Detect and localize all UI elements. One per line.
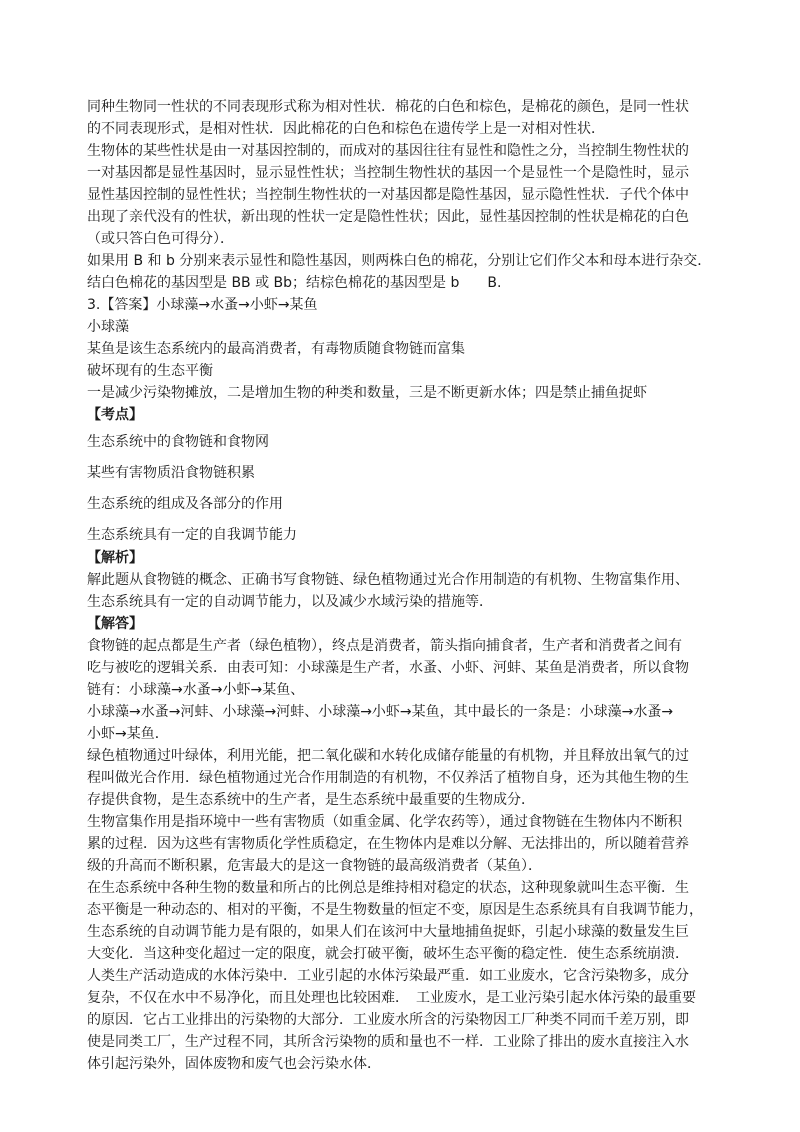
text-line: 生态系统具有一定的自我调节能力: [87, 527, 297, 543]
text-line: 某鱼是该生态系统内的最高消费者，有毒物质随食物链而富集: [87, 341, 465, 357]
text-line: 小球藻→水蚤→河蚌、小球藻→河蚌、小球藻→小虾→某鱼，其中最长的一条是：小球藻→水蚤→: [87, 704, 674, 720]
text-line: 显性基因控制的显性性状；当控制生物性状的一对基因都是隐性基因，显示隐性性状．子代个体中: [87, 187, 689, 203]
text-line: 生态系统中的食物链和食物网: [87, 434, 269, 450]
text-line: 人类生产活动造成的水体污染中．工业引起的水体污染最严重．如工业废水，它含污染物多，成分: [87, 968, 689, 984]
text-line: 某些有害物质沿食物链积累: [87, 465, 255, 481]
text-line: 结白色棉花的基因型是 BB 或 Bb；结棕色棉花的基因型是 b B.: [87, 275, 502, 291]
text-line: 的不同表现形式，是相对性状．因此棉花的白色和棕色在遗传学上是一对相对性状．: [87, 121, 605, 137]
text-line: 一对基因都是显性基因时，显示显性性状；当控制生物性状的基因一个是显性一个是隐性时，显示: [87, 165, 689, 181]
text-line: 累的过程．因为这些有害物质化学性质稳定，在生物体内是难以分解、无法排出的，所以随着营养: [87, 836, 689, 852]
text-line: 生物体的某些性状是由一对基因控制的，而成对的基因往往有显性和隐性之分，当控制生物性状的: [87, 143, 689, 159]
text-line: 态平衡是一种动态的、相对的平衡，不是生物数量的恒定不变，原因是生态系统具有自我调节能力，: [87, 902, 703, 918]
text-line: 大变化．当这种变化超过一定的限度，就会打破平衡，破坏生态平衡的稳定性．使生态系统崩溃．: [87, 946, 689, 962]
section-heading-kaodian: 【考点】: [87, 407, 143, 423]
text-line: 出现了亲代没有的性状，新出现的性状一定是隐性性状；因此，显性基因控制的性状是棉花的白色: [87, 209, 689, 225]
text-line: 存提供食物，是生态系统中的生产者，是生态系统中最重要的生物成分．: [87, 792, 535, 808]
answer-heading: 3.【答案】小球藻→水蚤→小虾→某鱼: [87, 297, 318, 313]
text-line: 吃与被吃的逻辑关系．由表可知：小球藻是生产者，水蚤、小虾、河蚌、某鱼是消费者，所以食物: [87, 660, 689, 676]
text-line: 生态系统具有一定的自动调节能力，以及减少水域污染的措施等．: [87, 594, 493, 610]
text-line: 食物链的起点都是生产者（绿色植物），终点是消费者，箭头指向捕食者，生产者和消费者之间有: [87, 638, 682, 654]
section-heading-jieda: 【解答】: [87, 616, 143, 632]
text-line: 链有：小球藻→水蚤→小虾→某鱼、: [87, 682, 305, 698]
text-line: 如果用 B 和 b 分别来表示显性和隐性基因，则两株白色的棉花，分别让它们作父本和母本进行杂交．: [87, 253, 712, 269]
text-line: 破坏现有的生态平衡: [87, 363, 213, 379]
text-line: 小虾→某鱼．: [87, 726, 169, 742]
text-line: 同种生物同一性状的不同表现形式称为相对性状．棉花的白色和棕色，是棉花的颜色，是同一性状: [87, 99, 689, 115]
text-line: （或只答白色可得分）．: [87, 231, 234, 247]
text-line: 生态系统的组成及各部分的作用: [87, 496, 283, 512]
text-line: 小球藻: [87, 319, 129, 335]
text-line: 一是减少污染物摊放，二是增加生物的种类和数量，三是不断更新水体；四是禁止捕鱼捉虾: [87, 385, 647, 401]
text-line: 体引起污染外，固体废物和废气也会污染水体．: [87, 1056, 381, 1072]
text-line: 生态系统的自动调节能力是有限的，如果人们在该河中大量地捕鱼捉虾，引起小球藻的数量发生巨: [87, 924, 689, 940]
text-line: 在生态系统中各种生物的数量和所占的比例总是维持相对稳定的状态，这种现象就叫生态平衡．生: [87, 880, 689, 896]
text-line: 复杂，不仅在水中不易净化，而且处理也比较困难． 工业废水，是工业污染引起水体污染的最重要: [87, 990, 696, 1006]
text-line: 生物富集作用是指环境中一些有害物质（如重金属、化学农药等），通过食物链在生物体内不断积: [87, 814, 682, 830]
section-heading-jiexi: 【解析】: [87, 550, 143, 566]
text-line: 级的升高而不断积累，危害最大的是这一食物链的最高级消费者（某鱼）．: [87, 858, 542, 874]
text-line: 解此题从食物链的概念、正确书写食物链、绿色植物通过光合作用制造的有机物、生物富集作用、: [87, 572, 689, 588]
text-line: 的原因．它占工业排出的污染物的大部分．工业废水所含的污染物因工厂种类不同而千差万别，即: [87, 1012, 689, 1028]
text-line: 绿色植物通过叶绿体，利用光能，把二氧化碳和水转化成储存能量的有机物，并且释放出氧气的过: [87, 748, 689, 764]
text-line: 使是同类工厂，生产过程不同，其所含污染物的质和量也不一样．工业除了排出的废水直接注入水: [87, 1034, 689, 1050]
text-line: 程叫做光合作用．绿色植物通过光合作用制造的有机物，不仅养活了植物自身，还为其他生物的生: [87, 770, 689, 786]
